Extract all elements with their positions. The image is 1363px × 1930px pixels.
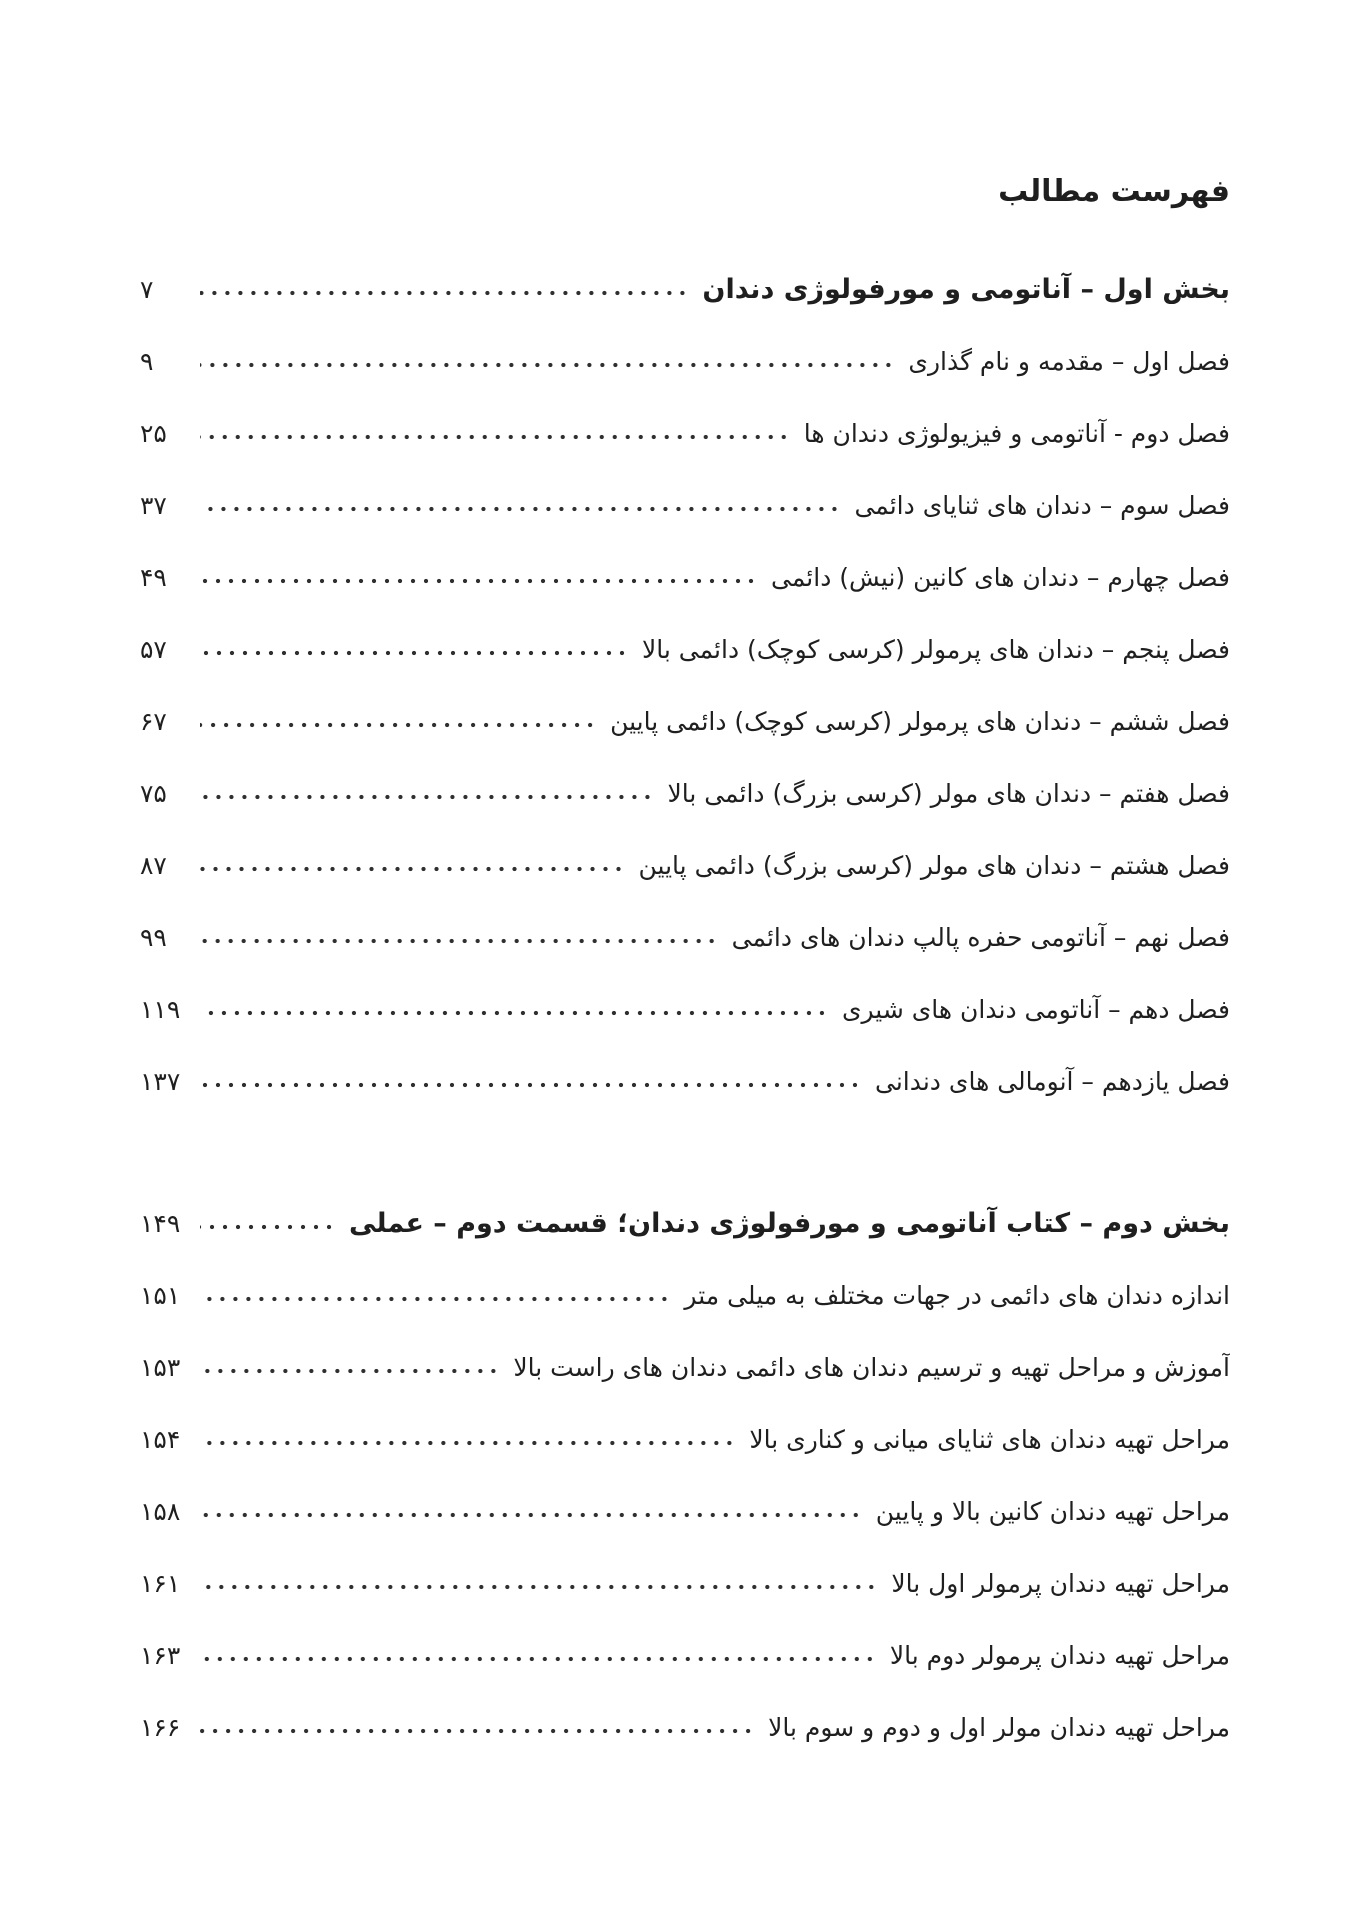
toc-row (140, 758, 1230, 830)
toc-row (140, 1476, 1230, 1548)
toc-item-page-number: ۶۷ (140, 707, 167, 736)
toc-item-label: بخش دوم – کتاب آناتومی و مورفولوژی دندان؛ قسمت دوم – عملی (349, 1208, 1230, 1239)
toc-item-page-number: ۷۵ (140, 779, 167, 808)
dotted-leader (200, 434, 794, 442)
toc-row (140, 614, 1230, 686)
toc-item-page-number: ۳۷ (140, 491, 167, 520)
toc-item-label: فصل سوم – دندان های ثنایای دائمی (854, 491, 1230, 520)
toc-row (140, 1620, 1230, 1692)
dotted-leader (200, 1368, 503, 1376)
toc-item-label: فصل چهارم – دندان های کانین (نیش) دائمی (771, 563, 1230, 592)
toc-row (140, 1332, 1230, 1404)
toc-item-label: اندازه دندان های دائمی در جهات مختلف به میلی متر (684, 1281, 1230, 1310)
dotted-leader (200, 866, 629, 874)
toc-item-label: فصل هفتم – دندان های مولر (کرسی بزرگ) دائمی بالا (667, 779, 1230, 808)
toc-row (140, 1046, 1230, 1118)
toc-item-label: فصل دوم - آناتومی و فیزیولوژی دندان ها (803, 419, 1230, 448)
toc-item-label: مراحل تهیه دندان پرمولر دوم بالا (889, 1641, 1230, 1670)
dotted-leader (200, 650, 632, 658)
toc-section-row (140, 1188, 1230, 1260)
toc-item-label: فصل یازدهم – آنومالی های دندانی (874, 1067, 1230, 1096)
toc-item-page-number: ۲۵ (140, 419, 167, 448)
toc-row (140, 326, 1230, 398)
toc-row (140, 1260, 1230, 1332)
toc-item-label: آموزش و مراحل تهیه و ترسیم دندان های دائمی دندان های راست بالا (513, 1353, 1230, 1382)
toc-row (140, 1692, 1230, 1764)
toc-section-row (140, 254, 1230, 326)
dotted-leader (200, 938, 722, 946)
toc-item-page-number: ۱۶۶ (140, 1713, 181, 1742)
dotted-leader (200, 362, 898, 370)
toc-item-page-number: ۱۵۴ (140, 1425, 181, 1454)
dotted-leader (200, 1224, 339, 1232)
dotted-leader (200, 1656, 880, 1664)
dotted-leader (200, 1512, 866, 1520)
toc-item-label: فصل ششم – دندان های پرمولر (کرسی کوچک) دائمی پایین (610, 707, 1230, 736)
toc-item-page-number: ۹ (140, 347, 154, 376)
dotted-leader (200, 1296, 674, 1304)
toc-row (140, 470, 1230, 542)
toc-row (140, 1404, 1230, 1476)
dotted-leader (200, 1082, 865, 1090)
dotted-leader (200, 578, 761, 586)
toc-item-page-number: ۷ (140, 275, 154, 304)
toc-item-page-number: ۱۶۱ (140, 1569, 181, 1598)
toc-item-label: فصل دهم – آناتومی دندان های شیری (841, 995, 1230, 1024)
dotted-leader (200, 506, 844, 514)
toc-item-label: بخش اول – آناتومی و مورفولوژی دندان (702, 274, 1230, 305)
toc-row (140, 398, 1230, 470)
toc-item-label: مراحل تهیه دندان کانین بالا و پایین (875, 1497, 1230, 1526)
dotted-leader (200, 722, 600, 730)
toc-item-page-number: ۱۱۹ (140, 995, 181, 1024)
dotted-leader (200, 1440, 739, 1448)
toc-item-page-number: ۱۵۳ (140, 1353, 181, 1382)
toc-item-label: فصل پنجم – دندان های پرمولر (کرسی کوچک) دائمی بالا (641, 635, 1230, 664)
toc-item-page-number: ۹۹ (140, 923, 167, 952)
dotted-leader (200, 290, 692, 298)
toc-item-page-number: ۱۵۱ (140, 1281, 181, 1310)
dotted-leader (200, 1010, 832, 1018)
toc-row (140, 902, 1230, 974)
toc-item-label: مراحل تهیه دندان مولر اول و دوم و سوم بالا (768, 1713, 1230, 1742)
toc-item-page-number: ۱۳۷ (140, 1067, 181, 1096)
toc-item-label: فصل هشتم – دندان های مولر (کرسی بزرگ) دائمی پایین (638, 851, 1230, 880)
page-title: فهرست مطالب (998, 174, 1230, 209)
toc-row (140, 686, 1230, 758)
dotted-leader (200, 1728, 758, 1736)
toc-item-label: فصل نهم – آناتومی حفره پالپ دندان های دائمی (731, 923, 1230, 952)
table-of-contents (140, 254, 1230, 1764)
toc-row (140, 1548, 1230, 1620)
toc-item-label: مراحل تهیه دندان های ثنایای میانی و کناری بالا (749, 1425, 1230, 1454)
toc-row (140, 542, 1230, 614)
toc-row (140, 830, 1230, 902)
toc-item-page-number: ۱۴۹ (140, 1209, 181, 1238)
toc-item-page-number: ۸۷ (140, 851, 167, 880)
toc-item-page-number: ۱۵۸ (140, 1497, 181, 1526)
toc-item-page-number: ۴۹ (140, 563, 167, 592)
toc-row (140, 974, 1230, 1046)
toc-item-label: مراحل تهیه دندان پرمولر اول بالا (891, 1569, 1230, 1598)
dotted-leader (200, 794, 657, 802)
toc-item-label: فصل اول – مقدمه و نام گذاری (908, 347, 1230, 376)
toc-item-page-number: ۱۶۳ (140, 1641, 181, 1670)
toc-item-page-number: ۵۷ (140, 635, 167, 664)
dotted-leader (200, 1584, 881, 1592)
